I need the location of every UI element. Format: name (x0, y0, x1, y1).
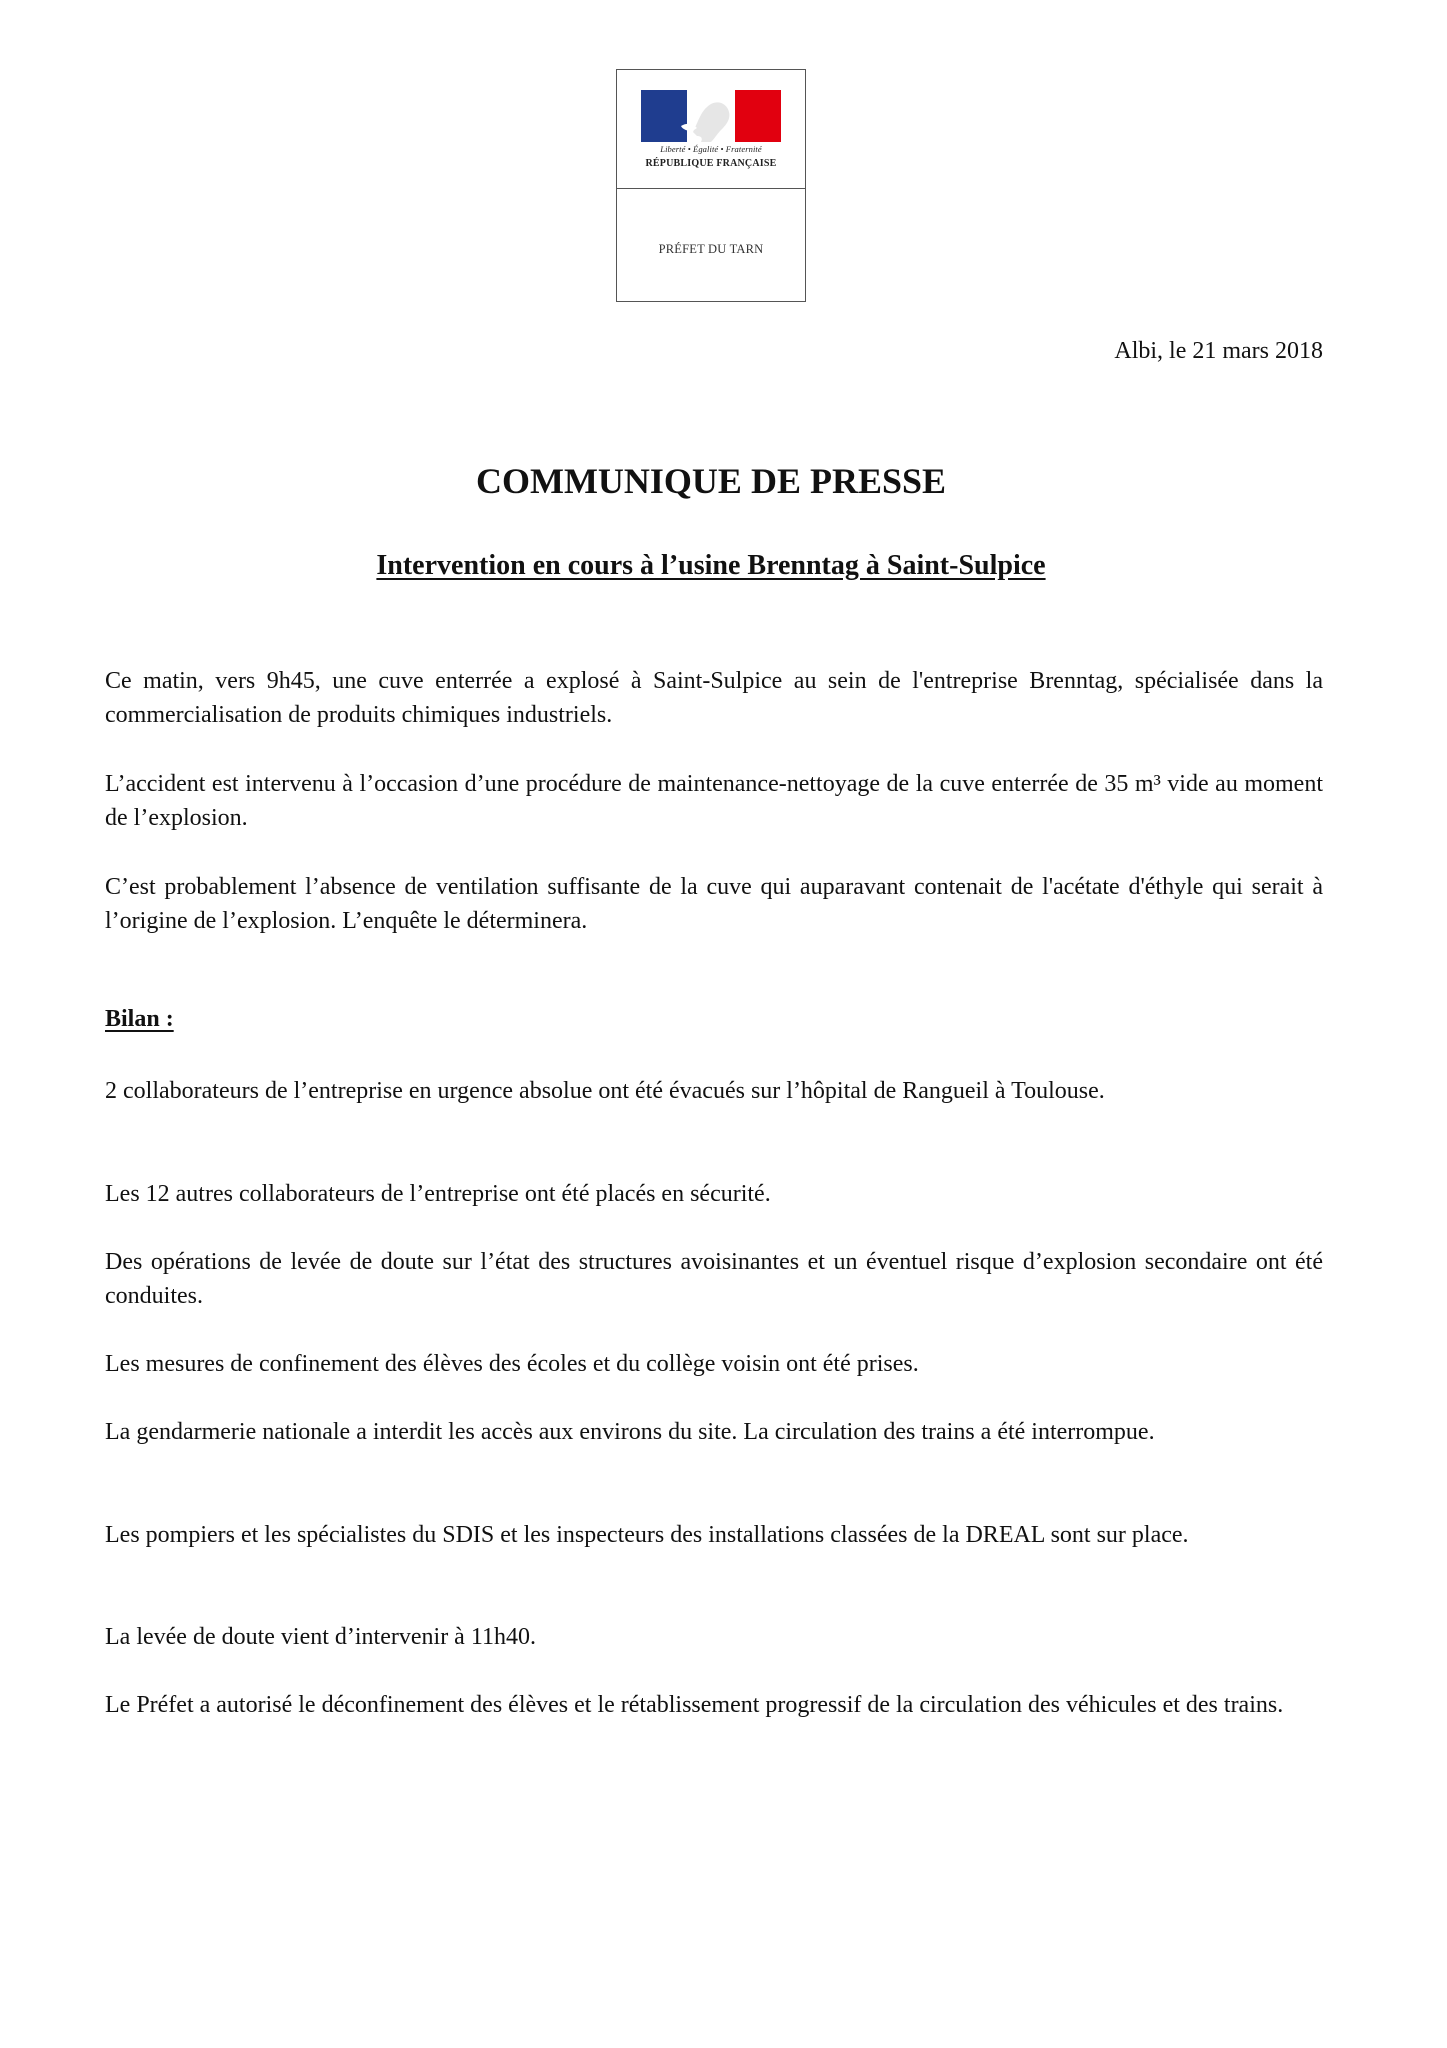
prefect-name: PRÉFET DU TARN (658, 242, 764, 256)
intro-paragraph: Ce matin, vers 9h45, une cuve enterrée a explosé à Saint-Sulpice au sein de l'entreprise Brenntag, spécialisée dans la commercialisation de produits chimiques industriels. (105, 668, 1323, 728)
bilan-heading: Bilan : (105, 1006, 174, 1032)
bilan-paragraph: Des opérations de levée de doute sur l’état des structures avoisinantes et un éventuel risque d’explosion secondaire ont été conduites. (105, 1249, 1323, 1309)
prefecture-logo (616, 69, 806, 302)
marianne-flag-icon (641, 90, 781, 142)
bilan-paragraph: Les pompiers et les spécialistes du SDIS et les inspecteurs des installations classées de la DREAL sont sur place. (105, 1522, 1189, 1548)
republic-emblem-block (617, 70, 805, 189)
bilan-paragraph: Le Préfet a autorisé le déconfinement des élèves et le rétablissement progressif de la circulation des véhicules et des trains. (105, 1692, 1284, 1718)
bilan-paragraph: La levée de doute vient d’intervenir à 11h40. (105, 1624, 536, 1650)
page-title: COMMUNIQUE DE PRESSE (475, 461, 947, 501)
page-subtitle: Intervention en cours à l’usine Brenntag à Saint-Sulpice (376, 550, 1046, 581)
bilan-paragraph: Les 12 autres collaborateurs de l’entreprise ont été placés en sécurité. (105, 1181, 771, 1207)
intro-paragraph: L’accident est intervenu à l’occasion d’une procédure de maintenance-nettoyage de la cuve enterrée de 35 m³ vide au moment de l’explosion. (105, 771, 1323, 831)
republic-motto: Liberté • Égalité • Fraternité (660, 144, 762, 154)
bilan-paragraph: Les mesures de confinement des élèves des écoles et du collège voisin ont été prises. (105, 1351, 919, 1377)
republic-name: RÉPUBLIQUE FRANÇAISE (645, 158, 777, 169)
bilan-paragraph: 2 collaborateurs de l’entreprise en urgence absolue ont été évacués sur l’hôpital de Rangueil à Toulouse. (105, 1078, 1105, 1104)
bilan-paragraph: La gendarmerie nationale a interdit les accès aux environs du site. La circulation des trains a été interrompue. (105, 1419, 1155, 1445)
document-date: Albi, le 21 mars 2018 (1114, 338, 1323, 364)
intro-paragraph: C’est probablement l’absence de ventilation suffisante de la cuve qui auparavant contenait de l'acétate d'éthyle qui serait à l’origine de l’explosion. L’enquête le déterminera. (105, 874, 1323, 934)
